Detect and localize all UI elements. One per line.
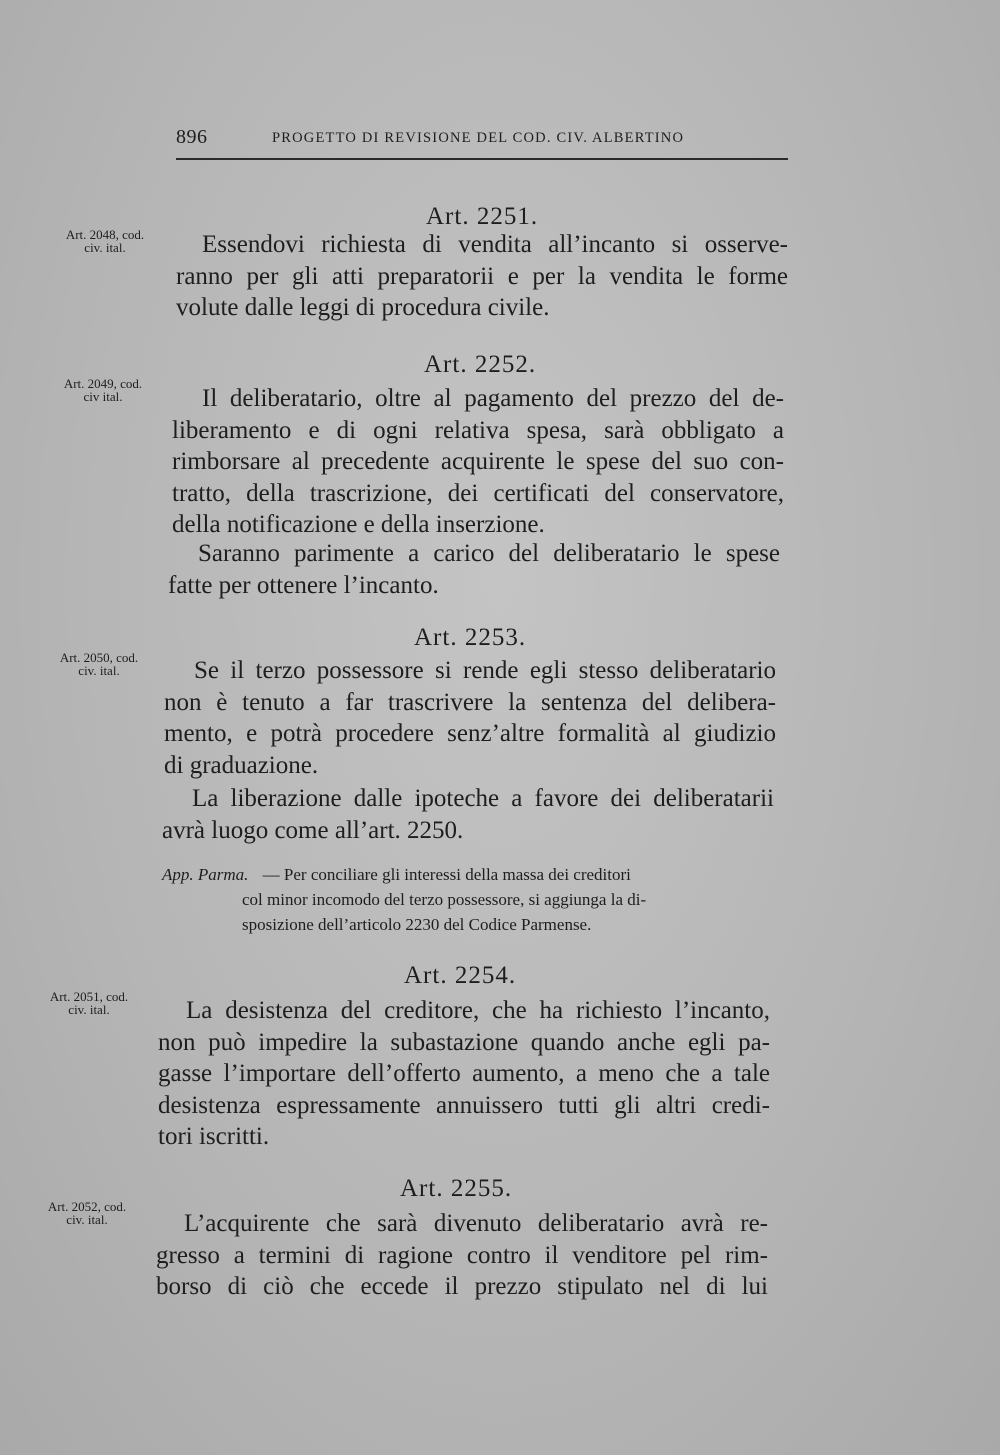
text-line: della notificazione e della inserzione. — [172, 511, 545, 538]
margin-reference — [44, 651, 154, 677]
text-line: volute dalle leggi di procedura civile. — [176, 294, 550, 321]
note-first-line — [162, 862, 782, 887]
text-line: La desistenza del creditore, che ha richiesto l’incanto, — [186, 997, 770, 1024]
margin-reference-line: civ. ital. — [66, 1212, 108, 1227]
article-paragraph — [156, 1208, 768, 1303]
text-line: Essendovi richiesta di vendita all’incanto si osserve- — [202, 231, 788, 258]
text-line: Il deliberatario, oltre al pagamento del prezzo del de- — [202, 385, 784, 412]
article-paragraph — [162, 783, 774, 846]
text-line: tori iscritti. — [158, 1123, 270, 1150]
text-line: desistenza espressamente annuissero tutti gli altri credi- — [158, 1091, 770, 1119]
article-paragraph — [172, 383, 784, 541]
article-heading: Art. 2253. — [414, 624, 527, 651]
running-title: PROGETTO DI REVISIONE DEL COD. CIV. ALBERTINO — [272, 130, 685, 146]
note-source: App. Parma. — [162, 865, 249, 884]
note-text: sposizione dell’articolo 2230 del Codice Parmense. — [242, 915, 592, 934]
text-line: gresso a termini di ragione contro il venditore pel rim- — [156, 1241, 768, 1269]
margin-reference — [34, 990, 144, 1016]
article-heading: Art. 2251. — [426, 203, 539, 230]
article-paragraph — [168, 538, 780, 601]
margin-reference-line: Art. 2051, cod. — [49, 989, 129, 1004]
note-text: — Per conciliare gli interessi della massa dei creditori — [262, 865, 631, 884]
margin-reference-line: civ. ital. — [84, 240, 126, 255]
text-line: mento, e potrà procedere senz’altre formalità al giudizio — [164, 720, 776, 747]
text-line: La liberazione dalle ipoteche a favore dei deliberatarii — [192, 785, 774, 812]
text-line: borso di ciò che eccede il prezzo stipulato nel di lui — [156, 1273, 768, 1300]
margin-reference — [50, 228, 160, 254]
text-line: non è tenuto a far trascrivere la sentenza del delibera- — [164, 688, 776, 716]
margin-reference — [32, 1200, 142, 1226]
margin-reference-line: Art. 2048, cod. — [65, 227, 145, 242]
article-paragraph — [176, 229, 788, 324]
text-line: gasse l’importare dell’offerto aumento, a meno che a tale — [158, 1060, 770, 1087]
note-text: col minor incomodo del terzo possessore, si aggiunga la di- — [242, 890, 647, 909]
text-line: avrà luogo come all’art. 2250. — [162, 816, 464, 844]
commentary-note — [162, 862, 782, 937]
article-paragraph — [158, 995, 770, 1153]
text-line: Se il terzo possessore si rende egli stesso deliberatario — [194, 657, 776, 684]
article-heading: Art. 2254. — [404, 962, 517, 989]
header-rule — [176, 158, 788, 160]
margin-reference — [48, 377, 158, 403]
margin-reference-line: civ. ital. — [68, 1002, 110, 1017]
margin-reference-line: Art. 2050, cod. — [59, 650, 139, 665]
text-line: tratto, della trascrizione, dei certificati del conservatore, — [172, 479, 784, 507]
article-heading: Art. 2252. — [424, 351, 537, 378]
text-line: non può impedire la subastazione quando anche egli pa- — [158, 1028, 770, 1056]
margin-reference-line: civ ital. — [83, 389, 123, 404]
text-line: di graduazione. — [164, 751, 319, 779]
margin-reference-line: Art. 2049, cod. — [63, 376, 143, 391]
text-line: liberamento e di ogni relativa spesa, sarà obbligato a — [172, 416, 784, 444]
page-number: 896 — [176, 126, 208, 148]
article-heading: Art. 2255. — [400, 1175, 513, 1202]
text-line: L’acquirente che sarà divenuto deliberatario avrà re- — [184, 1210, 768, 1237]
text-line: rimborsare al precedente acquirente le spese del suo con- — [172, 448, 784, 475]
article-paragraph — [164, 655, 776, 781]
text-line: ranno per gli atti preparatorii e per la vendita le forme — [176, 262, 788, 290]
text-line: Saranno parimente a carico del deliberatario le spese — [198, 540, 780, 567]
margin-reference-line: civ. ital. — [78, 663, 120, 678]
text-line: fatte per ottenere l’incanto. — [168, 571, 439, 599]
margin-reference-line: Art. 2052, cod. — [47, 1199, 127, 1214]
